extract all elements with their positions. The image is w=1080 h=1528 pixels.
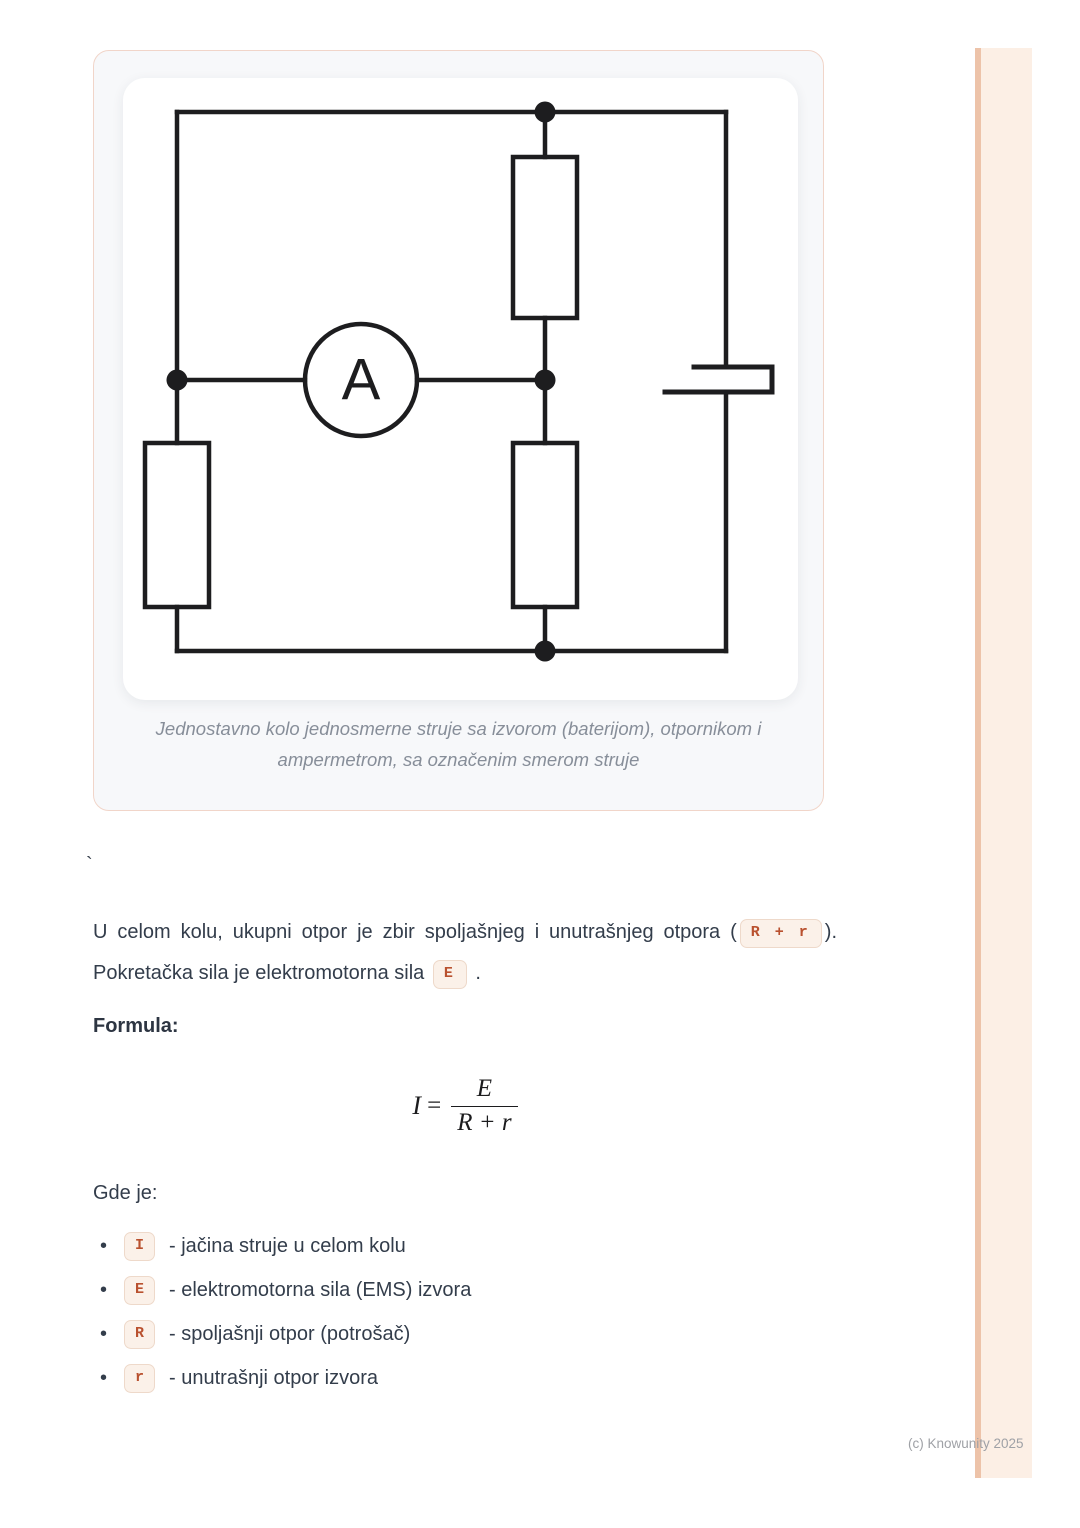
figure-caption-line2: ampermetrom, sa označenim smerom struje	[277, 749, 640, 770]
formula-heading: Formula:	[93, 1015, 179, 1037]
inline-code-e: E	[433, 960, 467, 989]
figure-caption-line1: Jednostavno kolo jednosmerne struje sa izvorom (baterijom), otpornikom i	[155, 718, 762, 739]
bullet-dot: •	[100, 1323, 108, 1345]
paragraph-text: ).	[824, 921, 837, 943]
junction-dot-left	[167, 370, 188, 391]
ammeter-label: A	[341, 347, 381, 413]
formula-denominator: R + r	[451, 1106, 517, 1137]
copyright-notice: (c) Knowunity 2025	[908, 1436, 1024, 1451]
paragraph-line-2	[93, 953, 837, 994]
legend-code-chip: I	[124, 1232, 155, 1261]
resistor-middle	[513, 443, 577, 607]
legend-list-item	[100, 1321, 840, 1348]
circuit-diagram	[123, 78, 798, 700]
circuit-figure-card	[93, 50, 824, 811]
junction-dot-middle	[535, 370, 556, 391]
formula-lhs-variable: I	[412, 1091, 422, 1120]
stray-backtick-character: `	[86, 854, 93, 876]
legend-list-item	[100, 1365, 840, 1392]
paragraph-text: .	[469, 962, 481, 984]
legend-code-chip: r	[124, 1364, 155, 1393]
formula-equals-sign: =	[427, 1092, 442, 1119]
where-heading: Gde je:	[93, 1182, 158, 1204]
formula-fraction	[451, 1075, 517, 1137]
variable-legend-list	[100, 1233, 840, 1409]
body-paragraph	[93, 912, 837, 994]
paragraph-text: U celom kolu, ukupni otpor je zbir spoljašnjeg i unutrašnjeg otpora (	[93, 921, 737, 943]
bullet-dot: •	[100, 1235, 108, 1257]
figure-caption	[94, 713, 823, 775]
legend-item-text: - unutrašnji otpor izvora	[169, 1367, 378, 1389]
bullet-dot: •	[100, 1279, 108, 1301]
junction-dot-top	[535, 102, 556, 123]
junction-dot-bottom	[535, 641, 556, 662]
page-edge-stripe	[975, 48, 1032, 1478]
legend-list-item	[100, 1233, 840, 1260]
paragraph-line-1	[93, 912, 837, 953]
bullet-dot: •	[100, 1367, 108, 1389]
battery-symbol	[665, 367, 772, 392]
legend-list-item	[100, 1277, 840, 1304]
resistor-top	[513, 157, 577, 318]
paragraph-text: Pokretačka sila je elektromotorna sila	[93, 962, 430, 984]
resistor-left	[145, 443, 209, 607]
formula-numerator: E	[476, 1075, 493, 1102]
circuit-diagram-box	[123, 78, 798, 700]
legend-code-chip: E	[124, 1276, 155, 1305]
legend-item-text: - elektromotorna sila (EMS) izvora	[169, 1279, 472, 1301]
formula-equation	[93, 1075, 837, 1137]
legend-item-text: - jačina struje u celom kolu	[169, 1235, 406, 1257]
legend-code-chip: R	[124, 1320, 155, 1349]
inline-code-r-plus-r: R + r	[740, 919, 822, 948]
legend-item-text: - spoljašnji otpor (potrošač)	[169, 1323, 411, 1345]
